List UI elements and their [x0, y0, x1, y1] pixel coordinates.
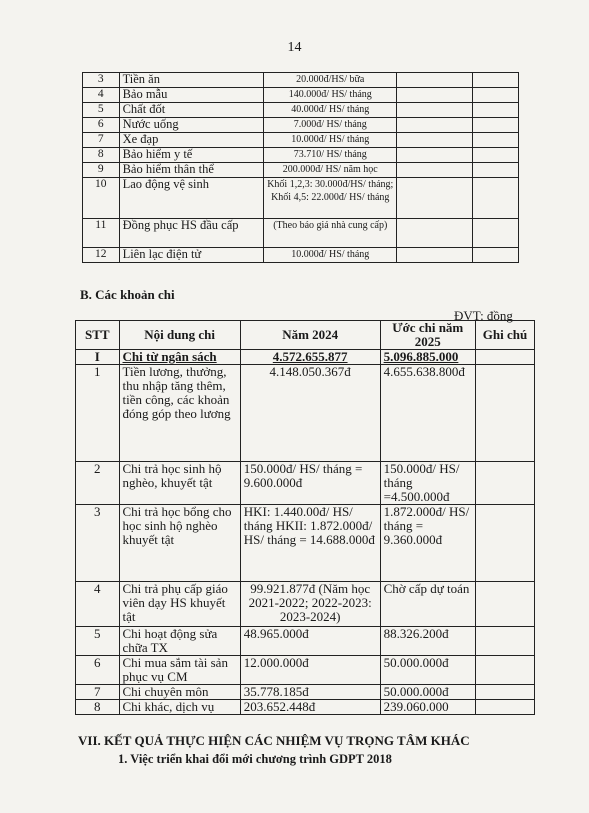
fees-row-empty-2	[472, 103, 518, 118]
expense-row	[76, 627, 535, 656]
fees-row	[83, 163, 519, 178]
fees-row-empty-1	[397, 248, 472, 263]
header-content: Nội dung chi	[119, 321, 240, 350]
expense-row-content: Chi trả học bổng cho học sinh hộ nghèo khuyết tật	[119, 505, 240, 582]
fees-row-value: 140.000đ/ HS/ tháng	[264, 88, 397, 103]
group-content: Chi từ ngân sách	[119, 350, 240, 365]
fees-row-name: Bảo hiểm thân thể	[119, 163, 264, 178]
expense-row-year-2024: 99.921.877đ (Năm học 2021-2022; 2022-2023: 2023-2024)	[240, 582, 380, 627]
expense-row-num: 8	[76, 700, 120, 715]
header-note: Ghi chú	[475, 321, 534, 350]
expense-row	[76, 685, 535, 700]
fees-row-name: Chất đốt	[119, 103, 264, 118]
expense-table-body	[76, 365, 535, 715]
expense-row-content: Chi hoạt động sửa chữa TX	[119, 627, 240, 656]
fees-row-num: 7	[83, 133, 120, 148]
expense-row	[76, 582, 535, 627]
expense-row-year-2025: 150.000đ/ HS/ tháng =4.500.000đ	[380, 462, 475, 505]
fees-row-empty-1	[397, 133, 472, 148]
fees-row-empty-1	[397, 103, 472, 118]
expense-row-content: Chi khác, dịch vụ	[119, 700, 240, 715]
fees-row-name: Liên lạc điện tử	[119, 248, 264, 263]
expense-header-row	[76, 321, 535, 350]
expense-row-year-2024: 12.000.000đ	[240, 656, 380, 685]
fees-row	[83, 103, 519, 118]
fees-table-body	[83, 73, 519, 263]
fees-row-value: (Theo báo giá nhà cung cấp)	[264, 219, 397, 248]
expense-row-year-2024: 35.778.185đ	[240, 685, 380, 700]
fees-row-num: 11	[83, 219, 120, 248]
expense-row	[76, 505, 535, 582]
fees-row-empty-1	[397, 118, 472, 133]
fees-row-name: Bảo hiểm y tế	[119, 148, 264, 163]
fees-row-empty-2	[472, 178, 518, 219]
fees-row-name: Đồng phục HS đầu cấp	[119, 219, 264, 248]
expense-row-num: 6	[76, 656, 120, 685]
expense-row-num: 2	[76, 462, 120, 505]
expense-group-row	[76, 350, 535, 365]
fees-row-num: 12	[83, 248, 120, 263]
expense-row-note	[475, 700, 534, 715]
expense-row-content: Chi mua sắm tài sản phục vụ CM	[119, 656, 240, 685]
expense-table	[75, 320, 535, 715]
fees-row-num: 10	[83, 178, 120, 219]
header-year-2025: Ước chi năm 2025	[380, 321, 475, 350]
expense-row-year-2024: 4.148.050.367đ	[240, 365, 380, 462]
fees-row-empty-2	[472, 73, 518, 88]
fees-row	[83, 73, 519, 88]
header-year-2024: Năm 2024	[240, 321, 380, 350]
fees-row-value: 10.000đ/ HS/ tháng	[264, 248, 397, 263]
expense-row-year-2025: 88.326.200đ	[380, 627, 475, 656]
expense-row-num: 7	[76, 685, 120, 700]
expense-row-num: 5	[76, 627, 120, 656]
group-note	[475, 350, 534, 365]
expense-row-note	[475, 685, 534, 700]
fees-row-value: 7.000đ/ HS/ tháng	[264, 118, 397, 133]
fees-row-value: 73.710/ HS/ tháng	[264, 148, 397, 163]
fees-row-value: 40.000đ/ HS/ tháng	[264, 103, 397, 118]
fees-row-num: 4	[83, 88, 120, 103]
expense-row	[76, 700, 535, 715]
fees-row-value: 200.000đ/ HS/ năm học	[264, 163, 397, 178]
fees-table	[82, 72, 519, 263]
expense-row-num: 1	[76, 365, 120, 462]
expense-row-content: Chi trả phụ cấp giáo viên dạy HS khuyết tật	[119, 582, 240, 627]
fees-row-name: Bảo mẫu	[119, 88, 264, 103]
expense-row-note	[475, 656, 534, 685]
fees-row-empty-1	[397, 219, 472, 248]
expense-row-year-2024: 150.000đ/ HS/ tháng = 9.600.000đ	[240, 462, 380, 505]
fees-row-num: 3	[83, 73, 120, 88]
fees-row-name: Nước uống	[119, 118, 264, 133]
fees-row-num: 8	[83, 148, 120, 163]
expense-row-year-2025: 50.000.000đ	[380, 656, 475, 685]
fees-row-empty-1	[397, 163, 472, 178]
expense-row-year-2025: Chờ cấp dự toán	[380, 582, 475, 627]
fees-row-value: 10.000đ/ HS/ tháng	[264, 133, 397, 148]
group-year-2025: 5.096.885.000	[380, 350, 475, 365]
fees-row	[83, 88, 519, 103]
expense-row-note	[475, 505, 534, 582]
fees-row-empty-2	[472, 88, 518, 103]
expense-row-year-2025: 239.060.000	[380, 700, 475, 715]
fees-row-value: 20.000đ/HS/ bữa	[264, 73, 397, 88]
fees-row-value: Khối 1,2,3: 30.000đ/HS/ tháng; Khối 4,5: 22.000đ/ HS/ tháng	[264, 178, 397, 219]
expense-row	[76, 365, 535, 462]
expense-row-year-2025: 1.872.000đ/ HS/ tháng = 9.360.000đ	[380, 505, 475, 582]
section-vii-heading: VII. KẾT QUẢ THỰC HIỆN CÁC NHIỆM VỤ TRỌNG TÂM KHÁC	[78, 733, 470, 748]
fees-row	[83, 133, 519, 148]
expense-row	[76, 462, 535, 505]
fees-row-num: 6	[83, 118, 120, 133]
fees-row	[83, 178, 519, 219]
group-year-2024: 4.572.655.877	[240, 350, 380, 365]
expense-row-content: Chi trả học sinh hộ nghèo, khuyết tật	[119, 462, 240, 505]
expense-row-content: Chi chuyên môn	[119, 685, 240, 700]
fees-row-empty-2	[472, 219, 518, 248]
fees-row	[83, 118, 519, 133]
header-stt: STT	[76, 321, 120, 350]
fees-row-name: Tiền ăn	[119, 73, 264, 88]
fees-row-empty-1	[397, 73, 472, 88]
fees-row-empty-1	[397, 178, 472, 219]
expense-row-content: Tiền lương, thưởng, thu nhập tăng thêm, tiền công, các khoản đóng góp theo lương	[119, 365, 240, 462]
fees-row-empty-1	[397, 88, 472, 103]
expense-row	[76, 656, 535, 685]
page-number: 14	[287, 40, 302, 55]
expense-row-num: 4	[76, 582, 120, 627]
fees-row-empty-2	[472, 248, 518, 263]
unit-label: ĐVT: đồng	[454, 308, 513, 323]
expense-row-year-2025: 4.655.638.800đ	[380, 365, 475, 462]
fees-row-empty-2	[472, 133, 518, 148]
expense-row-note	[475, 582, 534, 627]
fees-row-num: 9	[83, 163, 120, 178]
fees-row	[83, 148, 519, 163]
expense-row-note	[475, 462, 534, 505]
fees-row	[83, 248, 519, 263]
expense-row-year-2025: 50.000.000đ	[380, 685, 475, 700]
group-num: I	[76, 350, 120, 365]
expense-row-year-2024: 48.965.000đ	[240, 627, 380, 656]
fees-row	[83, 219, 519, 248]
expense-row-year-2024: HKI: 1.440.00đ/ HS/ tháng HKII: 1.872.000đ/ HS/ tháng = 14.688.000đ	[240, 505, 380, 582]
section-b-heading: B. Các khoản chi	[80, 287, 175, 302]
fees-row-name: Lao động vệ sinh	[119, 178, 264, 219]
fees-row-empty-2	[472, 163, 518, 178]
fees-row-name: Xe đạp	[119, 133, 264, 148]
expense-row-num: 3	[76, 505, 120, 582]
fees-row-empty-2	[472, 118, 518, 133]
expense-row-year-2024: 203.652.448đ	[240, 700, 380, 715]
fees-row-empty-1	[397, 148, 472, 163]
fees-row-num: 5	[83, 103, 120, 118]
section-vii-1-heading: 1. Việc triển khai đổi mới chương trình GDPT 2018	[118, 752, 392, 766]
expense-row-note	[475, 627, 534, 656]
expense-row-note	[475, 365, 534, 462]
fees-row-empty-2	[472, 148, 518, 163]
